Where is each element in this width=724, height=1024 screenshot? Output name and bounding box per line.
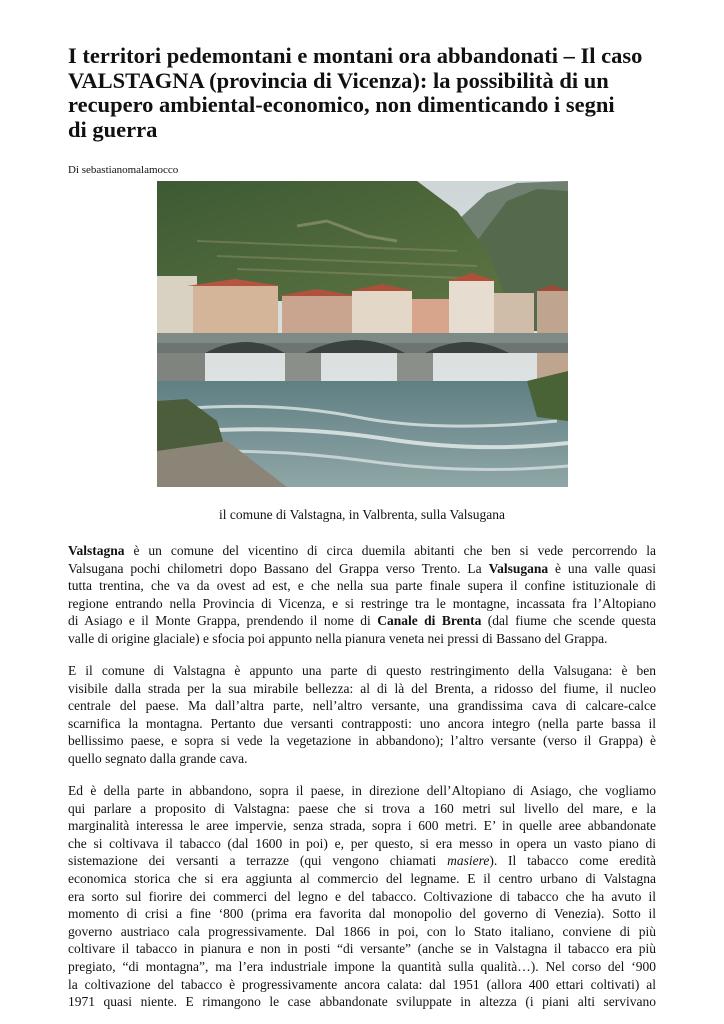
text-line: scarnifica la montagna. Pertanto due versanti contrapposti: uno ancora integro (nella parte bassa il [68, 715, 656, 731]
text-line: sistemazione dei versanti a terrazze (qui vengono chiamati masiere). Il tabacco come eredità [68, 853, 656, 869]
article-title [68, 44, 658, 142]
text-line: marginalità interessa le aree impervie, senza strada, sopra i 600 metri. E’ in quelle aree abbandonate [68, 818, 656, 834]
figure-caption: il comune di Valstagna, in Valbrenta, sulla Valsugana [218, 507, 506, 522]
text-line: Valstagna è un comune del vicentino di circa duemila abitanti che ben si vede percorrendo la [68, 543, 656, 558]
text-line: valle di origine glaciale) e sfocia poi appunto nella pianura veneta nei pressi di Bassano del Grappa. [68, 630, 608, 646]
text-line: quello segnato dalla grande cava. [68, 750, 248, 766]
text-line: tutta trentina, che va da ovest ad est, e che nella sua parte finale supera il confine istituzionale di [68, 578, 656, 594]
text-line: che si coltivava il tabacco (dal 1600 in poi) e, per questo, si era messo in opera un vasto piano di [68, 835, 656, 851]
text-line: economica storica che si era aggiunta al commercio del legname. E il centro urbano di Valstagna [68, 870, 656, 886]
bold-term: Valstagna [68, 543, 125, 558]
text-line: pregiato, “di montagna”, ma l’era industriale impone la quantità sulla qualità…). Nel corso del ‘900 [68, 958, 656, 974]
text-line: era sorto sul fiorire dei commerci del legno e del tabacco. Coltivazione di tabacco che ha avuto il [68, 888, 656, 904]
byline: Di sebastianomalamocco [68, 164, 179, 176]
text-line: E il comune di Valstagna è appunto una parte di questo restringimento della Valsugana: è ben [68, 663, 656, 678]
text-line: bellissimo paese, e sopra si vede la vegetazione in abbandono); l’altro versante (verso il Grappa) è [68, 733, 656, 749]
title-line: recupero ambiental-economico, non dimenticando i segni [68, 92, 615, 117]
text-line: coltivare il tabacco in pianura e non in posti “di versante” (anche se in Valstagna il tabacco era più [68, 941, 656, 957]
text-line: centrale del paese. Ma dall’altra parte, nell’altro versante, una grandissima cava di calcare-calce [68, 698, 656, 714]
text-line: la coltivazione del tabacco è progressivamente ancora calata: dal 1951 (allora 400 ettari coltivati) al [68, 976, 656, 992]
paragraph-1 [68, 542, 656, 648]
text-line: governo austriaco cala progressivamente. Dal 1866 in poi, con lo Stato italiano, conviene di più [68, 923, 656, 939]
paragraph-2 [68, 662, 656, 768]
text-line: qui parlare a proposito di Valstagna: paese che si trova a 160 metri sul livello del mare, e la [68, 800, 656, 816]
text-line: regione entrando nella Provincia di Vicenza, e si restringe tra le montagne, incassata fra l’Altopiano [68, 595, 656, 611]
paragraph-3 [68, 782, 656, 1011]
title-line: I territori pedemontani e montani ora abbandonati – Il caso [68, 43, 643, 68]
text-line: di Asiago e il Monte Grappa, prendendo il nome di Canale di Brenta (dal fiume che scende questa [68, 613, 656, 629]
title-line: di guerra [68, 116, 158, 142]
italic-term: masiere [447, 853, 490, 869]
text-line: 1971 quasi niente. E rimangono le case abbandonate sviluppate in altezza (i piani alti servivano [68, 994, 656, 1010]
text-line: Valsugana pochi chilometri dopo Bassano del Grappa verso Trento. La Valsugana è una valle quasi [68, 560, 657, 576]
bold-term: Valsugana [488, 560, 549, 576]
title-line: VALSTAGNA (provincia di Vicenza): la possibilità di un [68, 67, 609, 93]
text-line: momento di crisi a fine ‘800 (prima era favorita dal monopolio del governo di Venezia). Sotto il [68, 906, 656, 922]
text-line: Ed è della parte in abbandono, sopra il paese, in direzione dell’Altopiano di Asiago, che vogliamo [68, 783, 656, 798]
valstagna-photo [157, 181, 568, 487]
text-line: visibile dalla strada per la sua mirabile bellezza: al di là del Brenta, a ridosso del fiume, il nucleo [68, 680, 656, 696]
bold-term: Canale di Brenta [377, 613, 482, 629]
